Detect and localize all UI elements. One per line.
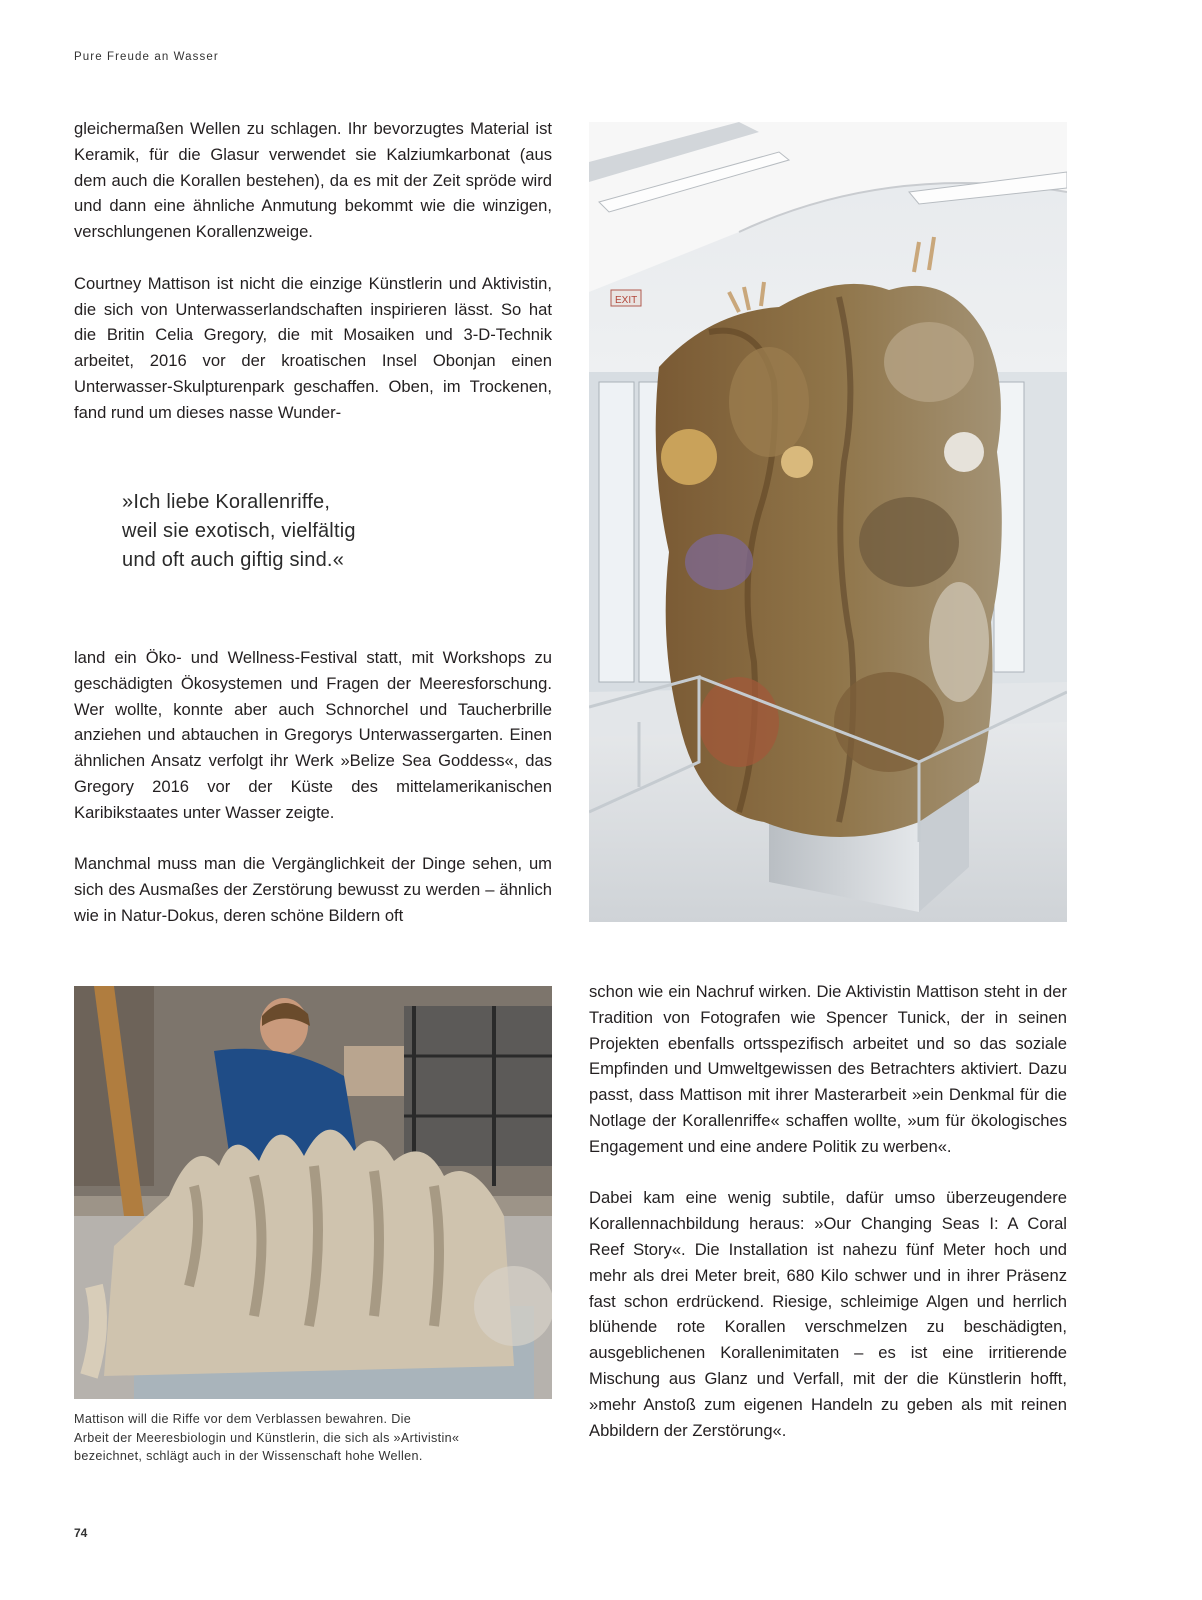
body-text-right-bottom — [589, 979, 1067, 1443]
pull-quote — [122, 488, 542, 575]
artist-workshop-photo — [74, 986, 552, 1399]
page-number: 74 — [74, 1526, 88, 1540]
pull-quote-line: und oft auch giftig sind.« — [122, 549, 345, 571]
running-title: Pure Freude an Wasser — [74, 51, 219, 63]
pull-quote-line: »Ich liebe Korallenriffe, — [122, 491, 331, 513]
paragraph: Manchmal muss man die Vergänglichkeit der Dinge sehen, um sich des Ausmaßes der Zerstörung bewusst zu werden – ähnlich wie in Natur-Dokus, deren schöne Bildern oft — [74, 854, 552, 925]
pull-quote-line: weil sie exotisch, vielfältig — [122, 520, 356, 542]
exit-sign-text: EXIT — [615, 295, 638, 306]
paragraph: Dabei kam eine wenig subtile, dafür umso überzeugendere Korallennachbildung heraus: »Our Changing Seas I: A Coral Reef Story«. Die Installation ist nahezu fünf Meter hoch und mehr als drei Meter breit, 680 Kilo schwer und in ihrer Präsenz fast schon erdrückend. Riesige, schleimige Algen und herrlich blühende rote Korallen verschmelzen zu beschädigten, ausgeblichenen Korallenimitaten – es ist eine irritierende Mischung aus Glanz und Verfall, mit der die Künstlerin hofft, »mehr Anstoß zum eigenen Handeln zu geben als mit reinen Abbildern der Zerstörung«. — [589, 1188, 1067, 1440]
body-text-left-top — [74, 116, 552, 426]
caption-line: Mattison will die Riffe vor dem Verblassen bewahren. Die — [74, 1412, 412, 1426]
caption-line: Arbeit der Meeresbiologin und Künstlerin, die sich als »Artivistin« — [74, 1430, 460, 1445]
photo-caption — [74, 1410, 564, 1466]
paragraph: Courtney Mattison ist nicht die einzige Künstlerin und Aktivistin, die sich von Unterwasserlandschaften inspirieren lässt. So hat die Britin Celia Gregory, die mit Mosaiken und 3-D-Technik arbeitet, 2016 vor der kroatischen Insel Obonjan einen Unterwasser-Skulpturenpark geschaffen. Oben, im Trockenen, fand rund um dieses nasse Wunder- — [74, 273, 552, 422]
paragraph: schon wie ein Nachruf wirken. Die Aktivistin Mattison steht in der Tradition von Fotografen wie Spencer Tunick, der in seinen Projekten ebenfalls ortsspezifisch arbeitet und so das soziale Empfinden und Umweltgewissen des Betrachters aktiviert. Dazu passt, dass Mattison mit ihrer Masterarbeit »ein Denkmal für die Notlage der Korallenriffe« schaffen wollte, »um für ökologisches Engagement und eine andere Politik zu werben«. — [589, 982, 1067, 1156]
caption-line: bezeichnet, schlägt auch in der Wissenschaft hohe Wellen. — [74, 1449, 423, 1463]
body-text-left-middle — [74, 645, 552, 929]
coral-sculpture-photo — [589, 122, 1067, 922]
paragraph: gleichermaßen Wellen zu schlagen. Ihr bevorzugtes Material ist Keramik, für die Glasur verwendet sie Kalziumkarbonat (aus dem auch die Korallen bestehen), da es mit der Zeit spröde wird und dann eine ähnliche Anmutung bekommt wie die winzigen, verschlungenen Korallenzweige. — [74, 119, 552, 242]
paragraph: land ein Öko- und Wellness-Festival statt, mit Workshops zu geschädigten Ökosystemen und Fragen der Meeresforschung. Wer wollte, konnte aber auch Schnorchel und Taucherbrille anziehen und abtauchen in Gregorys Unterwassergarten. Einen ähnlichen Ansatz verfolgt ihr Werk »Belize Sea Goddess«, das Gregory 2016 vor der Küste des mittelamerikanischen Karibikstaates unter Wasser zeigte. — [74, 648, 552, 822]
